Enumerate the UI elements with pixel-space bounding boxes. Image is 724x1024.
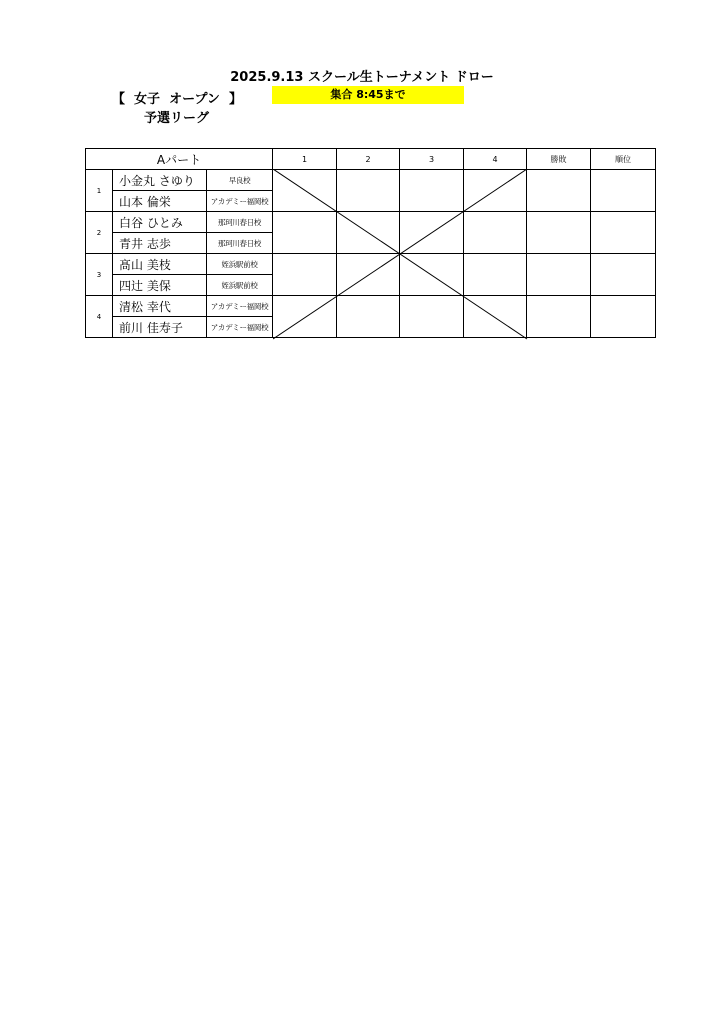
seed-number: 3 bbox=[86, 254, 113, 296]
column-header: 順位 bbox=[591, 149, 656, 170]
column-header: 3 bbox=[400, 149, 464, 170]
player-school: 姪浜駅前校 bbox=[207, 275, 273, 296]
result-cell bbox=[337, 254, 400, 296]
result-cell bbox=[337, 170, 400, 212]
column-header: 2 bbox=[337, 149, 400, 170]
player-name: 清松 幸代 bbox=[113, 296, 207, 317]
player-school: アカデミー福岡校 bbox=[207, 296, 273, 317]
result-cell bbox=[464, 254, 527, 296]
result-cell bbox=[273, 170, 337, 212]
player-school: アカデミー福岡校 bbox=[207, 191, 273, 212]
win-loss-cell bbox=[527, 212, 591, 254]
result-cell bbox=[400, 296, 464, 338]
player-school: 那珂川春日校 bbox=[207, 233, 273, 254]
category-label: 【 女子 オープン 】 bbox=[112, 92, 242, 107]
part-label: Aパート bbox=[86, 149, 273, 170]
result-cell bbox=[273, 212, 337, 254]
result-cell bbox=[464, 296, 527, 338]
result-cell bbox=[464, 170, 527, 212]
player-school: 姪浜駅前校 bbox=[207, 254, 273, 275]
table-row bbox=[86, 296, 656, 317]
table-row bbox=[86, 254, 656, 275]
gathering-time-banner: 集合 8:45まで bbox=[272, 86, 464, 104]
result-cell bbox=[400, 212, 464, 254]
result-cell bbox=[400, 254, 464, 296]
rank-cell bbox=[591, 296, 656, 338]
result-cell bbox=[400, 170, 464, 212]
table-row bbox=[86, 170, 656, 191]
result-cell bbox=[337, 296, 400, 338]
table-row bbox=[86, 212, 656, 233]
rank-cell bbox=[591, 254, 656, 296]
column-header: 勝敗 bbox=[527, 149, 591, 170]
player-name: 山本 倫栄 bbox=[113, 191, 207, 212]
win-loss-cell bbox=[527, 254, 591, 296]
player-name: 髙山 美枝 bbox=[113, 254, 207, 275]
result-cell bbox=[337, 212, 400, 254]
win-loss-cell bbox=[527, 170, 591, 212]
seed-number: 1 bbox=[86, 170, 113, 212]
win-loss-cell bbox=[527, 296, 591, 338]
column-header: 4 bbox=[464, 149, 527, 170]
player-name: 小金丸 さゆり bbox=[113, 170, 207, 191]
player-name: 白谷 ひとみ bbox=[113, 212, 207, 233]
player-name: 前川 佳寿子 bbox=[113, 317, 207, 338]
page-title: 2025.9.13 スクール生トーナメント ドロー bbox=[230, 70, 494, 85]
header-row bbox=[86, 149, 656, 170]
round-robin-table bbox=[85, 148, 656, 338]
seed-number: 2 bbox=[86, 212, 113, 254]
result-cell bbox=[273, 296, 337, 338]
rank-cell bbox=[591, 212, 656, 254]
rank-cell bbox=[591, 170, 656, 212]
player-school: 那珂川春日校 bbox=[207, 212, 273, 233]
result-cell bbox=[273, 254, 337, 296]
league-label: 予選リーグ bbox=[144, 111, 210, 126]
player-name: 四辻 美保 bbox=[113, 275, 207, 296]
player-school: 早良校 bbox=[207, 170, 273, 191]
player-name: 青井 志歩 bbox=[113, 233, 207, 254]
seed-number: 4 bbox=[86, 296, 113, 338]
result-cell bbox=[464, 212, 527, 254]
column-header: 1 bbox=[273, 149, 337, 170]
player-school: アカデミー福岡校 bbox=[207, 317, 273, 338]
